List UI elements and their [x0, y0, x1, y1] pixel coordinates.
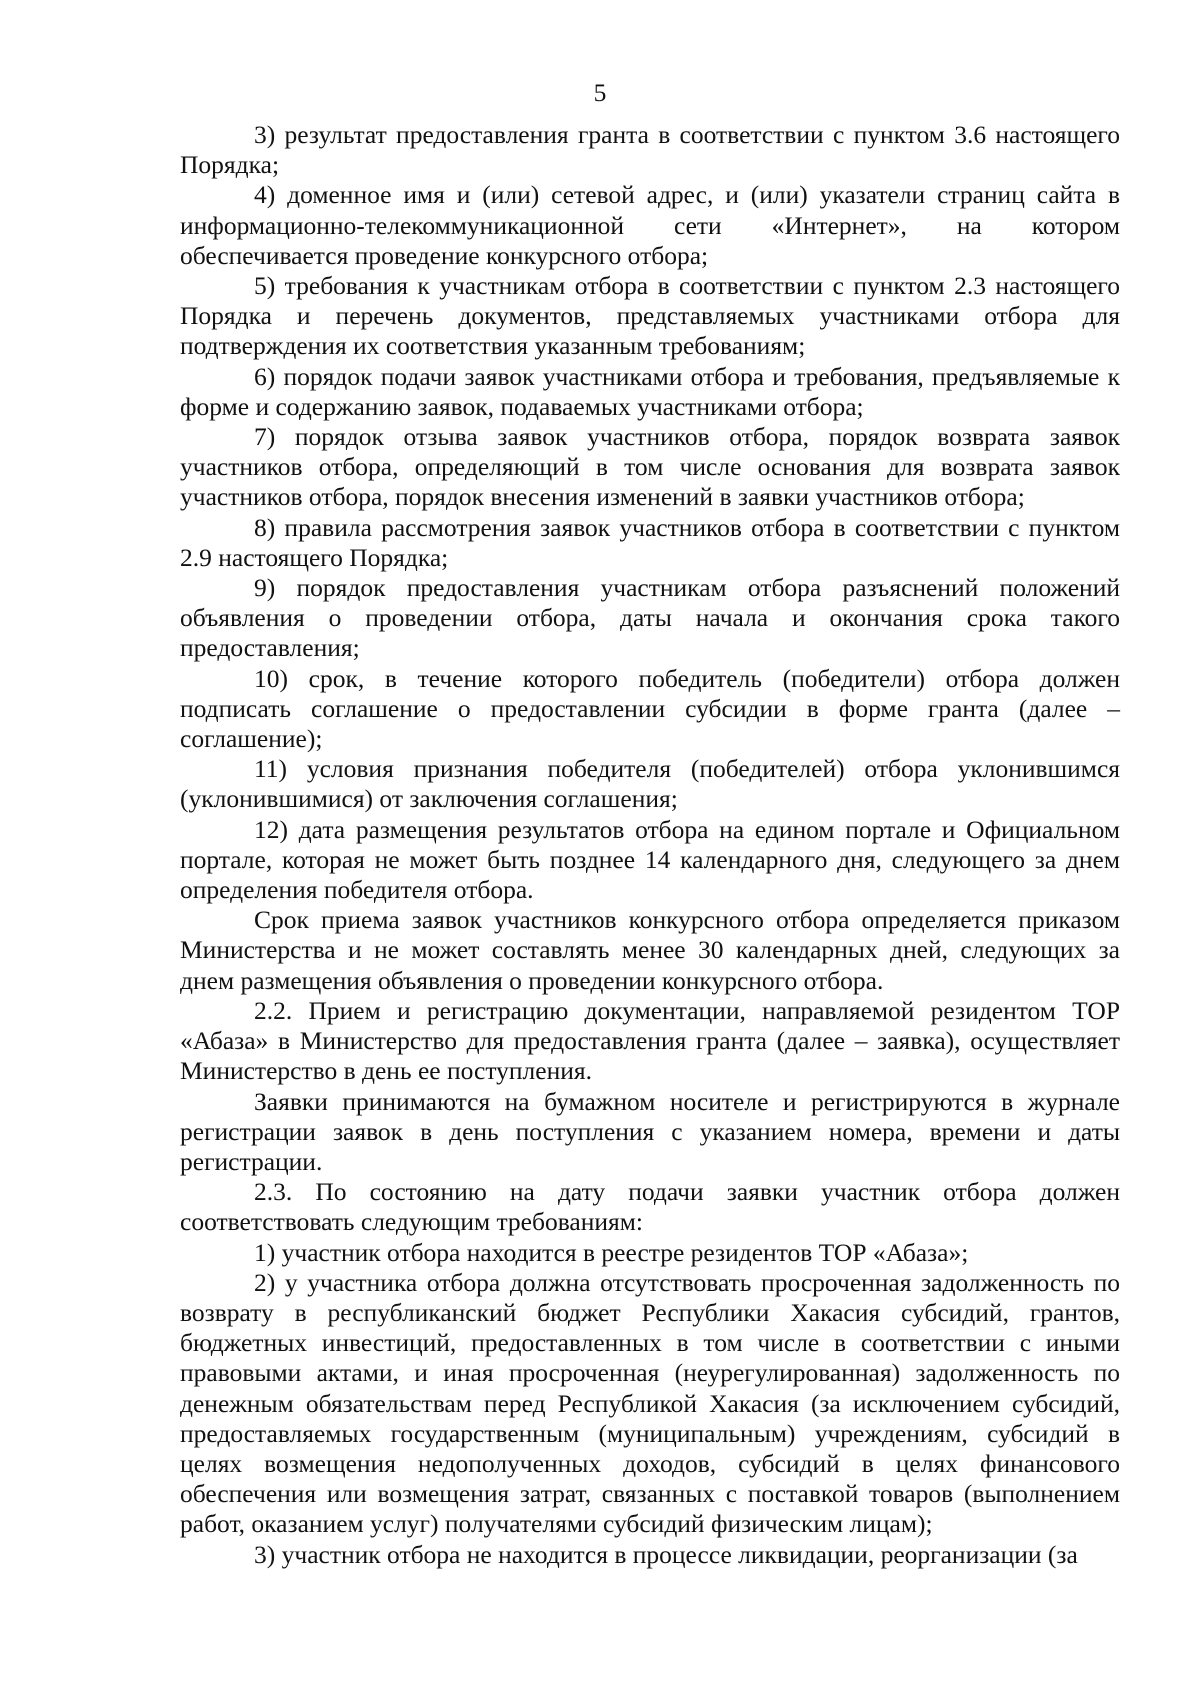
document-body — [180, 120, 1120, 1570]
paragraph-requirement-2: 2) у участника отбора должна отсутствовать просроченная задолженность по возврату в республиканский бюджет Республики Хакасия субсидий, грантов, бюджетных инвестиций, предоставленных в том числе в соответствии с иными правовыми актами, и иная просроченная (неурегулированная) задолженность по денежным обязательствам перед Республикой Хакасия (за исключением субсидий, предоставляемых государственным (муниципальным) учреждениям, субсидий в целях возмещения недополученных доходов, субсидий в целях финансового обеспечения или возмещения затрат, связанных с поставкой товаров (выполнением работ, оказанием услуг) получателями субсидий физическим лицам); — [180, 1267, 1120, 1539]
page-number: 5 — [593, 78, 607, 107]
paragraph-item-12: 12) дата размещения результатов отбора на едином портале и Официальном портале, которая не может быть позднее 14 календарного дня, следующего за днем определения победителя отбора. — [180, 814, 1120, 905]
paragraph-item-6: 6) порядок подачи заявок участниками отбора и требования, предъявляемые к форме и содержанию заявок, подаваемых участниками отбора; — [180, 361, 1120, 421]
paragraph-section-2-2: 2.2. Прием и регистрацию документации, направляемой резидентом ТОР «Абаза» в Министерство для предоставления гранта (далее – заявка), осуществляет Министерство в день ее поступления. — [180, 995, 1120, 1086]
paragraph-item-11: 11) условия признания победителя (победителей) отбора уклонившимся (уклонившимися) от заключения соглашения; — [180, 754, 1120, 814]
paragraph-item-8: 8) правила рассмотрения заявок участников отбора в соответствии с пунктом 2.9 настоящего Порядка; — [180, 512, 1120, 572]
paragraph-application-deadline: Срок приема заявок участников конкурсного отбора определяется приказом Министерства и не может составлять менее 30 календарных дней, следующих за днем размещения объявления о проведении конкурсного отбора. — [180, 905, 1120, 995]
paragraph-item-5: 5) требования к участникам отбора в соответствии с пунктом 2.3 настоящего Порядка и перечень документов, представляемых участниками отбора для подтверждения их соответствия указанным требованиям; — [180, 271, 1120, 361]
paragraph-requirement-1: 1) участник отбора находится в реестре резидентов ТОР «Абаза»; — [254, 1237, 969, 1267]
paragraph-item-9: 9) порядок предоставления участникам отбора разъяснений положений объявления о проведении отбора, даты начала и окончания срока такого предоставления; — [180, 573, 1120, 663]
paragraph-requirement-3: 3) участник отбора не находится в процессе ликвидации, реорганизации (за — [254, 1539, 1078, 1569]
paragraph-section-2-3: 2.3. По состоянию на дату подачи заявки участник отбора должен соответствовать следующим требованиям: — [180, 1177, 1120, 1237]
paragraph-registration: Заявки принимаются на бумажном носителе и регистрируются в журнале регистрации заявок в день поступления с указанием номера, времени и даты регистрации. — [180, 1086, 1120, 1176]
paragraph-item-7: 7) порядок отзыва заявок участников отбора, порядок возврата заявок участников отбора, определяющий в том числе основания для возврата заявок участников отбора, порядок внесения изменений в заявки участников отбора; — [180, 422, 1120, 512]
paragraph-item-3: 3) результат предоставления гранта в соответствии с пунктом 3.6 настоящего Порядка; — [180, 120, 1120, 180]
paragraph-item-10: 10) срок, в течение которого победитель (победители) отбора должен подписать соглашение о предоставлении субсидии в форме гранта (далее – соглашение); — [180, 663, 1120, 754]
paragraph-item-4: 4) доменное имя и (или) сетевой адрес, и (или) указатели страниц сайта в информационно-телекоммуникационной сети «Интернет», на котором обеспечивается проведение конкурсного отбора; — [180, 180, 1120, 270]
